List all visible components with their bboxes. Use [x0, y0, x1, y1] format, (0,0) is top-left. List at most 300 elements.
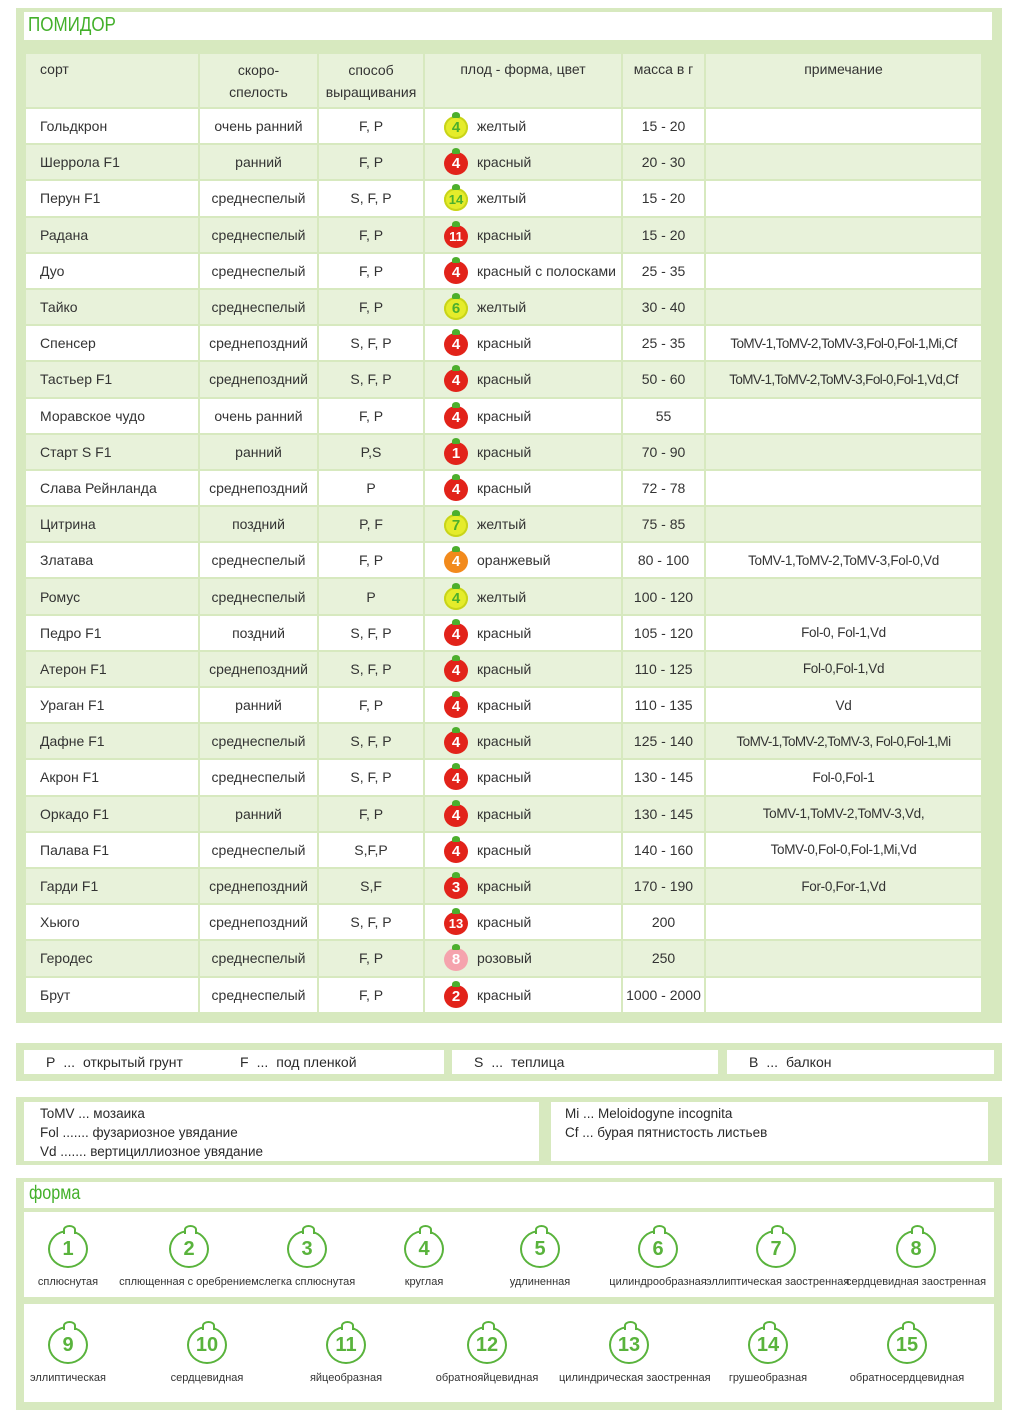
growing-method: F, P: [319, 978, 423, 1012]
fruit-color: красный с полосками: [477, 262, 616, 279]
fruit-cell: [425, 435, 621, 469]
disease-code: Cf: [565, 1125, 579, 1140]
table-row: [26, 869, 981, 903]
fruit-shape-icon: [443, 801, 469, 827]
fruit-color: желтый: [477, 190, 527, 207]
ripeness: очень ранний: [200, 109, 317, 143]
shape-number: 4: [444, 333, 468, 356]
table-row: [26, 471, 981, 505]
fruit-cell: [425, 724, 621, 758]
fruit-cell: [425, 869, 621, 903]
shape-11-icon: 11: [326, 1326, 366, 1364]
diseases-legend-right: [551, 1102, 988, 1161]
fruit-color: красный: [477, 733, 532, 750]
shape-label: яйцеобразная: [309, 1372, 383, 1384]
note: Fol-0,Fol-1: [706, 760, 981, 794]
growing-method: F, P: [319, 543, 423, 577]
fruit-cell: [425, 181, 621, 215]
mass: 80 - 100: [623, 543, 704, 577]
column-header: примечание: [706, 54, 981, 107]
ripeness: среднеспелый: [200, 978, 317, 1012]
shape-number: 4: [444, 478, 468, 501]
note: ToMV-1,ToMV-2,ToMV-3,Fol-0,Vd: [706, 543, 981, 577]
table-row: [26, 254, 981, 288]
growing-method: P: [319, 579, 423, 613]
leaf-icon: [452, 474, 460, 480]
separator: ...: [256, 1054, 269, 1070]
ripeness: очень ранний: [200, 399, 317, 433]
table-row: [26, 399, 981, 433]
title-bar: [24, 12, 992, 40]
shape-legend-item: [276, 1326, 416, 1384]
growing-method: S, F, P: [319, 652, 423, 686]
mass: 110 - 125: [623, 652, 704, 686]
growing-method: F, P: [319, 399, 423, 433]
shape-6-icon: 6: [638, 1230, 678, 1268]
leaf-icon: [452, 691, 460, 697]
table-row: [26, 507, 981, 541]
fruit-cell: [425, 652, 621, 686]
leaf-icon: [452, 981, 460, 987]
ripeness: среднеспелый: [200, 724, 317, 758]
growing-method: F, P: [319, 218, 423, 252]
mass: 75 - 85: [623, 507, 704, 541]
forms-panel: [16, 1178, 1002, 1410]
leaf-icon: [452, 727, 460, 733]
mass: 140 - 160: [623, 833, 704, 867]
column-header: способ выращивания: [319, 54, 423, 107]
disease-code: Vd: [40, 1144, 57, 1159]
table-row: [26, 543, 981, 577]
variety-name: Слава Рейнланда: [26, 471, 198, 505]
mass: 20 - 30: [623, 145, 704, 179]
variety-name: Старт S F1: [26, 435, 198, 469]
note: [706, 145, 981, 179]
mass: 25 - 35: [623, 326, 704, 360]
note: ToMV-1,ToMV-2,ToMV-3,Fol-0,Fol-1,Mi,Cf: [706, 326, 981, 360]
method-label: теплица: [511, 1054, 565, 1070]
shape-legend-item: [417, 1326, 557, 1384]
separator: ...: [578, 1125, 598, 1140]
mass: 72 - 78: [623, 471, 704, 505]
table-row: [26, 724, 981, 758]
leaf-icon: [452, 257, 460, 263]
fruit-cell: [425, 326, 621, 360]
fruit-shape-icon: [443, 403, 469, 429]
variety-name: Гарди F1: [26, 869, 198, 903]
growing-method: F, P: [319, 254, 423, 288]
leaf-icon: [452, 619, 460, 625]
variety-name: Геродес: [26, 941, 198, 975]
leaf-icon: [452, 148, 460, 154]
leaf-icon: [452, 872, 460, 878]
shape-number: 4: [444, 695, 468, 718]
shape-legend-item: [0, 1230, 138, 1288]
variety-name: Шеррола F1: [26, 145, 198, 179]
ripeness: среднеспелый: [200, 579, 317, 613]
fruit-cell: [425, 362, 621, 396]
fruit-shape-icon: [443, 945, 469, 971]
fruit-color: красный: [477, 443, 532, 460]
disease-legend-item: [565, 1123, 988, 1142]
method-legend-item: [727, 1050, 994, 1074]
note: [706, 471, 981, 505]
shape-number: 8: [444, 948, 468, 971]
shape-label: круглая: [404, 1276, 444, 1288]
disease-label: Meloidogyne incognita: [598, 1106, 733, 1121]
ripeness: среднепоздний: [200, 326, 317, 360]
shape-number: 4: [444, 731, 468, 754]
fruit-shape-icon: [443, 547, 469, 573]
mass: 200: [623, 905, 704, 939]
shape-label: сплюснутая: [37, 1276, 99, 1288]
fruit-shape-icon: [443, 294, 469, 320]
fruit-cell: [425, 399, 621, 433]
table-row: [26, 688, 981, 722]
leaf-icon: [452, 365, 460, 371]
mass: 125 - 140: [623, 724, 704, 758]
shape-label: сердцевидная заостренная: [846, 1276, 987, 1288]
variety-name: Моравское чудо: [26, 399, 198, 433]
mass: 25 - 35: [623, 254, 704, 288]
column-header: плод - форма, цвет: [425, 54, 621, 107]
shape-number: 14: [444, 188, 468, 211]
leaf-icon: [452, 908, 460, 914]
note: [706, 399, 981, 433]
growing-method: P: [319, 471, 423, 505]
growing-method: F, P: [319, 290, 423, 324]
fruit-cell: [425, 797, 621, 831]
fruit-cell: [425, 760, 621, 794]
fruit-color: красный: [477, 335, 532, 352]
fruit-cell: [425, 109, 621, 143]
shape-label: обратносердцевидная: [849, 1372, 965, 1384]
fruit-shape-icon: [443, 439, 469, 465]
mass: 15 - 20: [623, 109, 704, 143]
mass: 15 - 20: [623, 181, 704, 215]
fruit-cell: [425, 471, 621, 505]
shape-label: обратнояйцевидная: [435, 1372, 539, 1384]
growing-method: S, F, P: [319, 362, 423, 396]
leaf-icon: [452, 583, 460, 589]
fruit-color: желтый: [477, 299, 527, 316]
variety-name: Брут: [26, 978, 198, 1012]
leaf-icon: [452, 546, 460, 552]
shape-number: 1: [444, 442, 468, 465]
leaf-icon: [452, 510, 460, 516]
ripeness: среднеспелый: [200, 290, 317, 324]
shape-2-icon: 2: [169, 1230, 209, 1268]
variety-name: Златава: [26, 543, 198, 577]
ripeness: среднеспелый: [200, 218, 317, 252]
separator: .......: [58, 1125, 93, 1140]
note: [706, 254, 981, 288]
growing-method: P,S: [319, 435, 423, 469]
forms-title-bar: [24, 1182, 994, 1208]
ripeness: среднеспелый: [200, 760, 317, 794]
table-row: [26, 218, 981, 252]
ripeness: среднеспелый: [200, 941, 317, 975]
growing-method: S, F, P: [319, 760, 423, 794]
mass: 250: [623, 941, 704, 975]
method-label: балкон: [786, 1054, 832, 1070]
fruit-cell: [425, 145, 621, 179]
mass: 130 - 145: [623, 760, 704, 794]
note: [706, 109, 981, 143]
shape-legend-item: [706, 1230, 850, 1288]
table-row: [26, 797, 981, 831]
note: Vd: [706, 688, 981, 722]
fruit-color: желтый: [477, 588, 527, 605]
table-row: [26, 181, 981, 215]
fruit-cell: [425, 905, 621, 939]
mass: 15 - 20: [623, 218, 704, 252]
note: [706, 579, 981, 613]
separator: .......: [56, 1144, 91, 1159]
note: ToMV-1,ToMV-2,ToMV-3,Fol-0,Fol-1,Vd,Cf: [706, 362, 981, 396]
variety-name: Тастьер F1: [26, 362, 198, 396]
leaf-icon: [452, 836, 460, 842]
growing-method: S,F,P: [319, 833, 423, 867]
variety-name: Цитрина: [26, 507, 198, 541]
leaf-icon: [452, 438, 460, 444]
fruit-cell: [425, 290, 621, 324]
leaf-icon: [452, 944, 460, 950]
varieties-table: [24, 52, 983, 1014]
shape-8-icon: 8: [896, 1230, 936, 1268]
shape-legend-item: [137, 1326, 277, 1384]
table-body: [26, 109, 981, 1012]
forms-row-1: [24, 1212, 994, 1297]
fruit-cell: [425, 833, 621, 867]
table-row: [26, 579, 981, 613]
fruit-color: красный: [477, 660, 532, 677]
fruit-shape-icon: [443, 366, 469, 392]
fruit-cell: [425, 218, 621, 252]
disease-legend-item: [40, 1104, 539, 1123]
fruit-color: розовый: [477, 950, 532, 967]
variety-name: Ураган F1: [26, 688, 198, 722]
growing-method: P, F: [319, 507, 423, 541]
ripeness: поздний: [200, 616, 317, 650]
table-row: [26, 905, 981, 939]
method-code: S: [474, 1054, 484, 1070]
variety-name: Ромус: [26, 579, 198, 613]
shape-12-icon: 12: [467, 1326, 507, 1364]
growing-method: F, P: [319, 109, 423, 143]
variety-name: Дафне F1: [26, 724, 198, 758]
method-legend-item: [218, 1050, 444, 1074]
leaf-icon: [452, 800, 460, 806]
disease-code: Mi: [565, 1106, 580, 1121]
shape-label: цилиндрообразная: [609, 1276, 707, 1288]
table-row: [26, 109, 981, 143]
ripeness: ранний: [200, 797, 317, 831]
shape-legend-item: [698, 1326, 838, 1384]
fruit-shape-icon: [443, 873, 469, 899]
fruit-color: красный: [477, 805, 532, 822]
shape-legend-item: [837, 1326, 977, 1384]
fruit-color: желтый: [477, 516, 527, 533]
fruit-cell: [425, 254, 621, 288]
fruit-color: красный: [477, 986, 532, 1003]
leaf-icon: [452, 655, 460, 661]
mass: 55: [623, 399, 704, 433]
separator: ...: [74, 1106, 94, 1121]
table-row: [26, 833, 981, 867]
methods-legend: [16, 1043, 1002, 1081]
shape-number: 13: [444, 912, 468, 935]
table-row: [26, 362, 981, 396]
table-row: [26, 978, 981, 1012]
method-code: F: [240, 1054, 249, 1070]
mass: 70 - 90: [623, 435, 704, 469]
fruit-shape-icon: [443, 113, 469, 139]
mass: 100 - 120: [623, 579, 704, 613]
growing-method: S,F: [319, 869, 423, 903]
forms-row-2: [24, 1304, 994, 1402]
column-header: сорт: [26, 54, 198, 107]
ripeness: среднепоздний: [200, 652, 317, 686]
note: For-0,For-1,Vd: [706, 869, 981, 903]
shape-label: эллиптическая заостренная: [706, 1276, 850, 1288]
variety-name: Радана: [26, 218, 198, 252]
fruit-shape-icon: [443, 656, 469, 682]
table-row: [26, 326, 981, 360]
fruit-shape-icon: [443, 475, 469, 501]
shape-legend-item: [846, 1230, 986, 1288]
variety-name: Перун F1: [26, 181, 198, 215]
shape-number: 2: [444, 985, 468, 1008]
fruit-color: красный: [477, 371, 532, 388]
shape-number: 4: [444, 804, 468, 827]
ripeness: ранний: [200, 145, 317, 179]
method-code: P: [46, 1054, 56, 1070]
mass: 110 - 135: [623, 688, 704, 722]
ripeness: среднеспелый: [200, 254, 317, 288]
variety-name: Спенсер: [26, 326, 198, 360]
fruit-cell: [425, 978, 621, 1012]
shape-label: удлиненная: [509, 1276, 571, 1288]
leaf-icon: [452, 763, 460, 769]
shape-1-icon: 1: [48, 1230, 88, 1268]
fruit-shape-icon: [443, 764, 469, 790]
note: [706, 435, 981, 469]
table-row: [26, 616, 981, 650]
shape-4-icon: 4: [404, 1230, 444, 1268]
variety-name: Атерон F1: [26, 652, 198, 686]
separator: ...: [579, 1106, 599, 1121]
separator: ...: [766, 1054, 779, 1070]
disease-label: фузариозное увядание: [92, 1125, 238, 1140]
shape-number: 4: [444, 659, 468, 682]
disease-label: мозаика: [93, 1106, 145, 1121]
shape-number: 4: [444, 116, 468, 139]
ripeness: среднепоздний: [200, 471, 317, 505]
fruit-shape-icon: [443, 837, 469, 863]
variety-name: Педро F1: [26, 616, 198, 650]
growing-method: F, P: [319, 688, 423, 722]
note: ToMV-1,ToMV-2,ToMV-3,Vd,: [706, 797, 981, 831]
ripeness: ранний: [200, 435, 317, 469]
fruit-cell: [425, 507, 621, 541]
leaf-icon: [452, 293, 460, 299]
growing-method: S, F, P: [319, 905, 423, 939]
note: ToMV-1,ToMV-2,ToMV-3, Fol-0,Fol-1,Mi: [706, 724, 981, 758]
table-row: [26, 941, 981, 975]
mass: 170 - 190: [623, 869, 704, 903]
shape-9-icon: 9: [48, 1326, 88, 1364]
ripeness: ранний: [200, 688, 317, 722]
table-row: [26, 290, 981, 324]
note: [706, 507, 981, 541]
shape-number: 4: [444, 840, 468, 863]
table-row: [26, 652, 981, 686]
shape-13-icon: 13: [609, 1326, 649, 1364]
disease-legend-item: [40, 1123, 539, 1142]
fruit-color: оранжевый: [477, 552, 551, 569]
method-label: под пленкой: [276, 1054, 357, 1070]
shape-number: 4: [444, 767, 468, 790]
shape-number: 4: [444, 550, 468, 573]
mass: 1000 - 2000: [623, 978, 704, 1012]
note: [706, 941, 981, 975]
fruit-color: красный: [477, 878, 532, 895]
shape-number: 4: [444, 406, 468, 429]
leaf-icon: [452, 184, 460, 190]
fruit-shape-icon: [443, 149, 469, 175]
note: [706, 181, 981, 215]
method-legend-item: [24, 1050, 220, 1074]
shape-label: цилиндрическая заостренная: [559, 1372, 711, 1384]
note: [706, 978, 981, 1012]
variety-name: Палава F1: [26, 833, 198, 867]
method-code: B: [749, 1054, 759, 1070]
note: Fol-0, Fol-1,Vd: [706, 616, 981, 650]
shape-legend-item: [0, 1326, 138, 1384]
table-row: [26, 145, 981, 179]
fruit-color: желтый: [477, 118, 527, 135]
growing-method: F, P: [319, 145, 423, 179]
tomato-table-panel: [16, 8, 1002, 1023]
note: [706, 290, 981, 324]
fruit-shape-icon: [443, 511, 469, 537]
fruit-color: красный: [477, 841, 532, 858]
mass: 50 - 60: [623, 362, 704, 396]
fruit-cell: [425, 579, 621, 613]
shape-number: 4: [444, 261, 468, 284]
leaf-icon: [452, 402, 460, 408]
variety-name: Оркадо F1: [26, 797, 198, 831]
fruit-shape-icon: [443, 185, 469, 211]
growing-method: S, F, P: [319, 326, 423, 360]
ripeness: поздний: [200, 507, 317, 541]
shape-legend-item: [559, 1326, 711, 1384]
mass: 130 - 145: [623, 797, 704, 831]
variety-name: Гольдкрон: [26, 109, 198, 143]
diseases-legend: [16, 1097, 1002, 1165]
fruit-cell: [425, 941, 621, 975]
disease-legend-item: [40, 1142, 539, 1161]
shape-14-icon: 14: [748, 1326, 788, 1364]
disease-label: бурая пятнистость листьев: [597, 1125, 768, 1140]
ripeness: среднеспелый: [200, 833, 317, 867]
forms-title: форма: [29, 1183, 81, 1204]
fruit-cell: [425, 543, 621, 577]
method-label: открытый грунт: [83, 1054, 183, 1070]
mass: 105 - 120: [623, 616, 704, 650]
ripeness: среднепоздний: [200, 869, 317, 903]
